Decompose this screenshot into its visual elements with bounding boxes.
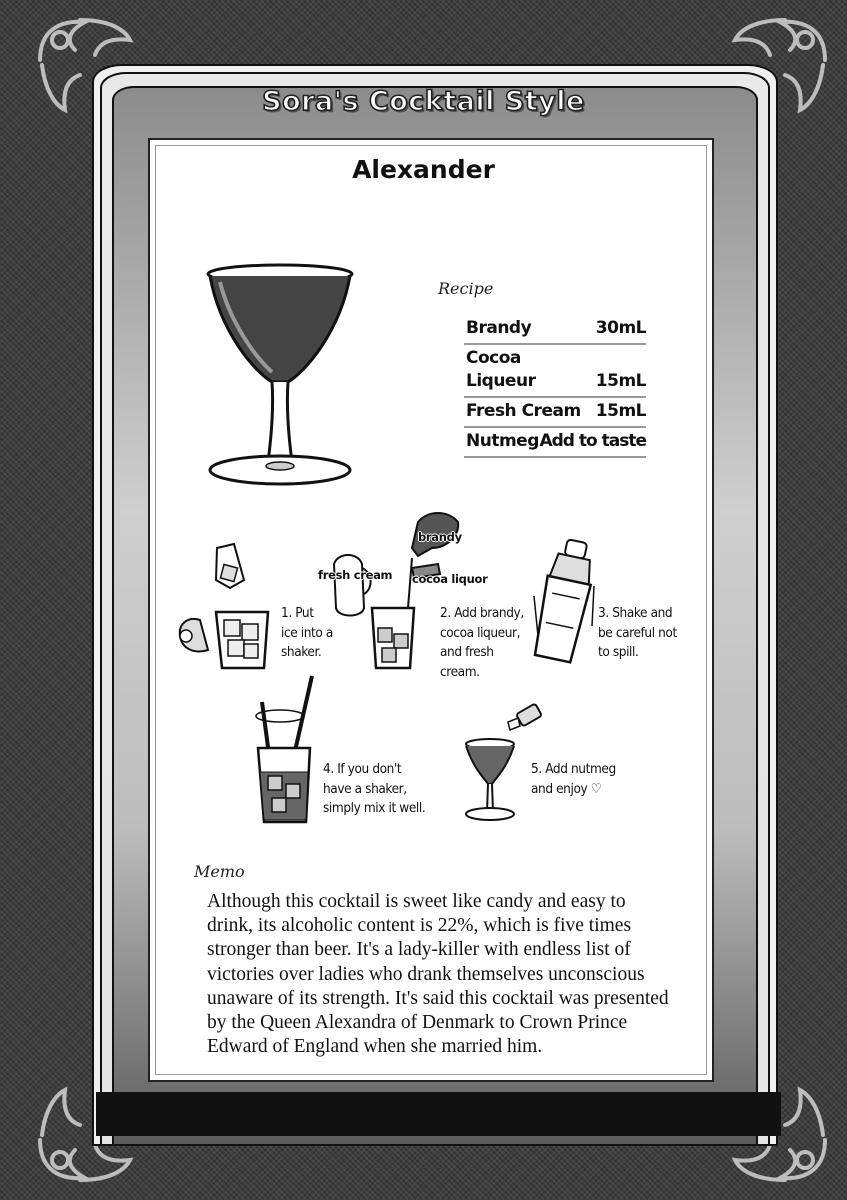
fresh-cream-label: fresh cream [318,568,393,582]
ingredient-amount: Add to taste [539,431,646,451]
ingredient-name: Cocoa Liqueur [466,348,536,391]
cocktail-glass-icon [200,262,360,492]
frame-bottom-bar [96,1092,781,1136]
cocktail-shaker-icon [532,536,598,674]
step-2-text: 2. Add brandy, cocoa liqueur, and fresh cream. [440,605,524,680]
recipe-table [464,315,646,458]
ingredient-name: Fresh Cream [466,401,581,421]
page-title: Sora's Cocktail Style [262,86,585,117]
brandy-label: brandy [418,530,462,544]
memo-label: Memo [194,862,245,881]
ingredient-name: Nutmeg [466,431,539,451]
recipe-row [464,398,646,428]
ingredient-amount: 15mL [595,371,646,391]
ice-shaker-icon [172,540,272,674]
recipe-row [464,345,646,398]
ingredient-name: Brandy [466,318,532,338]
cocktail-name: Alexander [352,155,495,184]
memo-body: Although this cocktail is sweet like candy and easy to drink, its alcoholic content is 22%, which is five times stronger than beer. It's a lady-killer with endless list of victories over ladies who drank themselves unconscious unaware of its strength. It's said this cocktail was presented by the Queen Alexandra of Denmark to Crown Prince Edward of England when she married him. [207,891,669,1058]
mixing-glass-icon [248,672,320,828]
step-3-text: 3. Shake and be careful not to spill. [598,605,677,660]
step-5-text: 5. Add nutmeg and enjoy ♡ [531,761,616,797]
recipe-row [464,315,646,345]
step-1-text: 1. Put ice into a shaker. [281,605,333,660]
step-4-text: 4. If you don't have a shaker, simply mix it well. [323,761,426,816]
cocoa-liquor-label: cocoa liquor [412,572,488,586]
ingredient-amount: 30mL [595,318,646,338]
recipe-row [464,428,646,458]
ingredient-amount: 15mL [595,401,646,421]
recipe-label: Recipe [438,279,494,298]
